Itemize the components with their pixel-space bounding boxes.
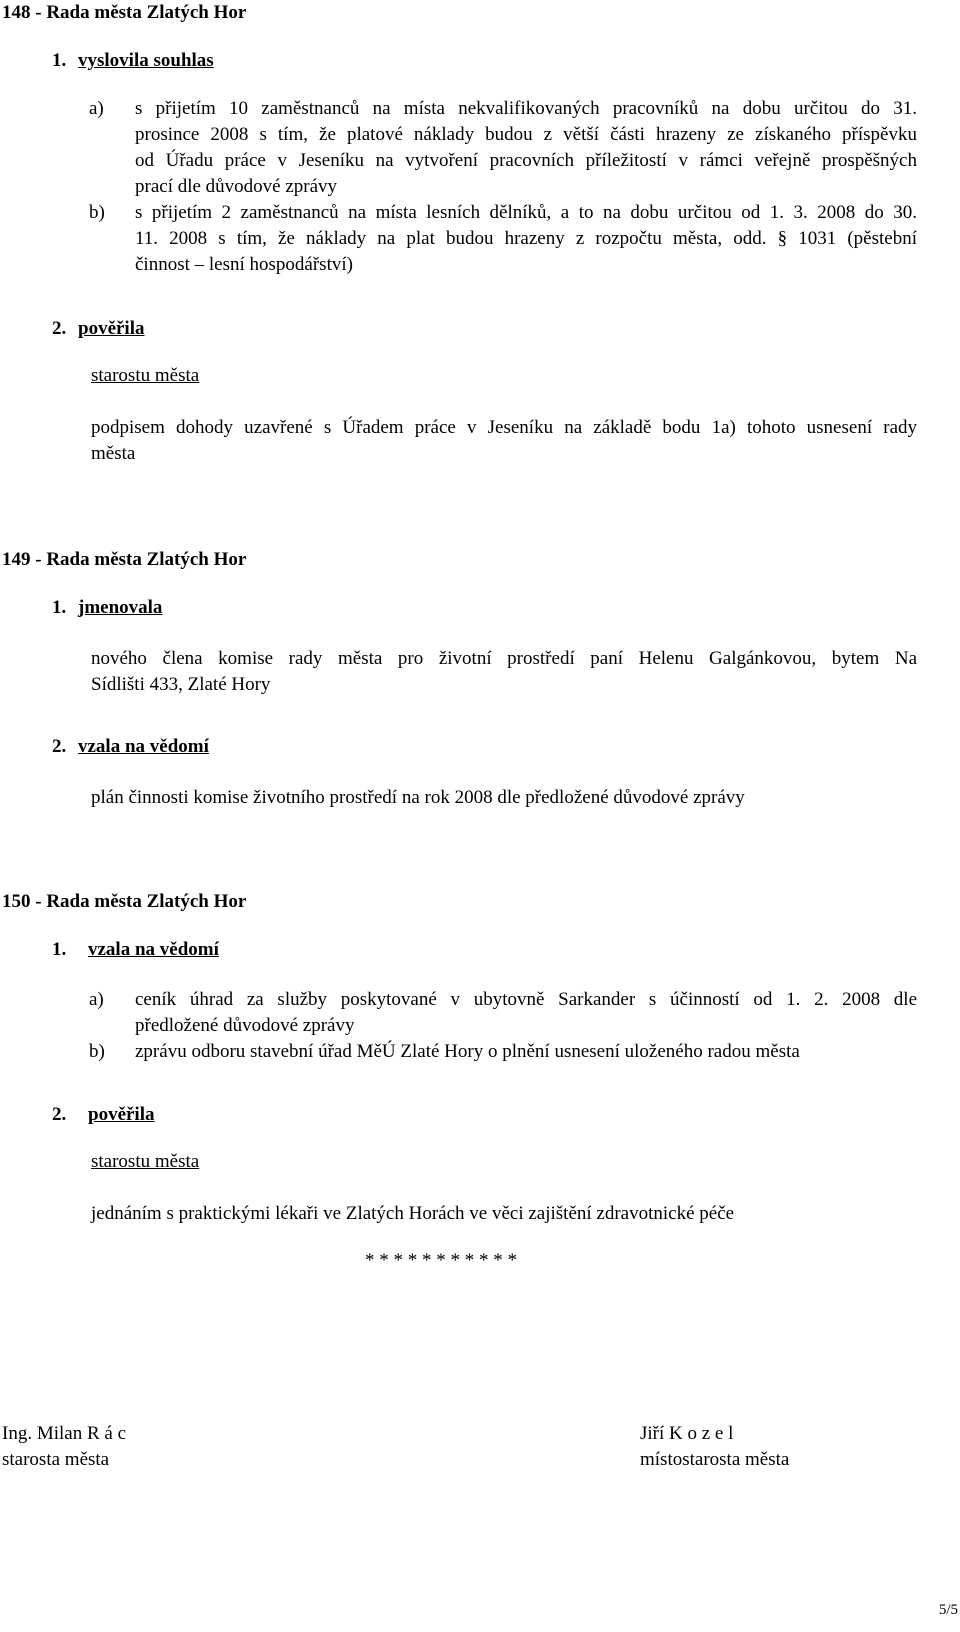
resolution-verb: vzala na vědomí — [78, 736, 209, 757]
responsible-person: starostu města — [91, 1151, 200, 1172]
subitem-line: činnost – lesní hospodářství) — [135, 254, 353, 275]
resolution-verb: jmenovala — [78, 597, 163, 618]
page-number: 5/5 — [938, 1602, 958, 1618]
item-number: 2. — [52, 318, 67, 339]
item-number: 1. — [52, 939, 67, 960]
section-title: 150 - Rada města Zlatých Hor — [2, 891, 247, 912]
subitem-line: ceník úhrad za služby poskytované v ubytovně Sarkander s účinností od 1. 2. 2008 dle — [135, 989, 917, 1010]
subitem-line: s přijetím 10 zaměstnanců na místa nekvalifikovaných pracovníků na dobu určitou do 31. — [135, 98, 917, 119]
subitem-line: zprávu odboru stavební úřad MěÚ Zlaté Hory o plnění usnesení uloženého radou města — [135, 1041, 800, 1062]
subitem-line: s přijetím 2 zaměstnanců na místa lesních dělníků, a to na dobu určitou od 1. 3. 2008 do 30. — [135, 202, 917, 223]
subitem-line: od Úřadu práce v Jeseníku na vytvoření pracovních příležitostí v rámci veřejně prospěšných — [135, 150, 917, 171]
resolution-verb: pověřila — [88, 1104, 155, 1125]
item-number: 1. — [52, 597, 67, 618]
subitem-label: a) — [89, 98, 104, 119]
item-number: 2. — [52, 736, 67, 757]
signature-name: Ing. Milan R á c — [2, 1423, 127, 1444]
item-number: 2. — [52, 1104, 67, 1125]
subitem-label: a) — [89, 989, 104, 1010]
signature-role: starosta města — [2, 1449, 110, 1470]
item-line: plán činnosti komise životního prostředí na rok 2008 dle předložené důvodové zprávy — [91, 787, 745, 808]
resolution-verb: vyslovila souhlas — [78, 50, 214, 71]
resolution-verb: pověřila — [78, 318, 145, 339]
subitem-line: prací dle důvodové zprávy — [135, 176, 338, 197]
item-line: podpisem dohody uzavřené s Úřadem práce v Jeseníku na základě bodu 1a) tohoto usnesení rady — [91, 417, 917, 438]
resolution-verb: vzala na vědomí — [88, 939, 219, 960]
item-line: jednáním s praktickými lékaři ve Zlatých Horách ve věci zajištění zdravotnické péče — [91, 1203, 735, 1224]
subitem-label: b) — [89, 202, 105, 223]
item-line: nového člena komise rady města pro životní prostředí paní Helenu Galgánkovou, bytem Na — [91, 648, 917, 669]
item-number: 1. — [52, 50, 67, 71]
subitem-line: prosince 2008 s tím, že platové náklady budou z větší části hrazeny ze získaného příspěvku — [135, 124, 917, 145]
item-line: města — [91, 443, 136, 464]
subitem-label: b) — [89, 1041, 105, 1062]
responsible-person: starostu města — [91, 365, 200, 386]
signature-name: Jiří K o z e l — [640, 1423, 734, 1444]
item-line: Sídlišti 433, Zlaté Hory — [91, 674, 271, 695]
subitem-line: 11. 2008 s tím, že náklady na plat budou hrazeny z rozpočtu města, odd. § 1031 (pěstební — [135, 228, 917, 249]
section-title: 149 - Rada města Zlatých Hor — [2, 549, 247, 570]
signature-role: místostarosta města — [640, 1449, 790, 1470]
section-separator: * * * * * * * * * * * — [365, 1250, 517, 1271]
section-title: 148 - Rada města Zlatých Hor — [2, 2, 247, 23]
subitem-line: předložené důvodové zprávy — [135, 1015, 355, 1036]
